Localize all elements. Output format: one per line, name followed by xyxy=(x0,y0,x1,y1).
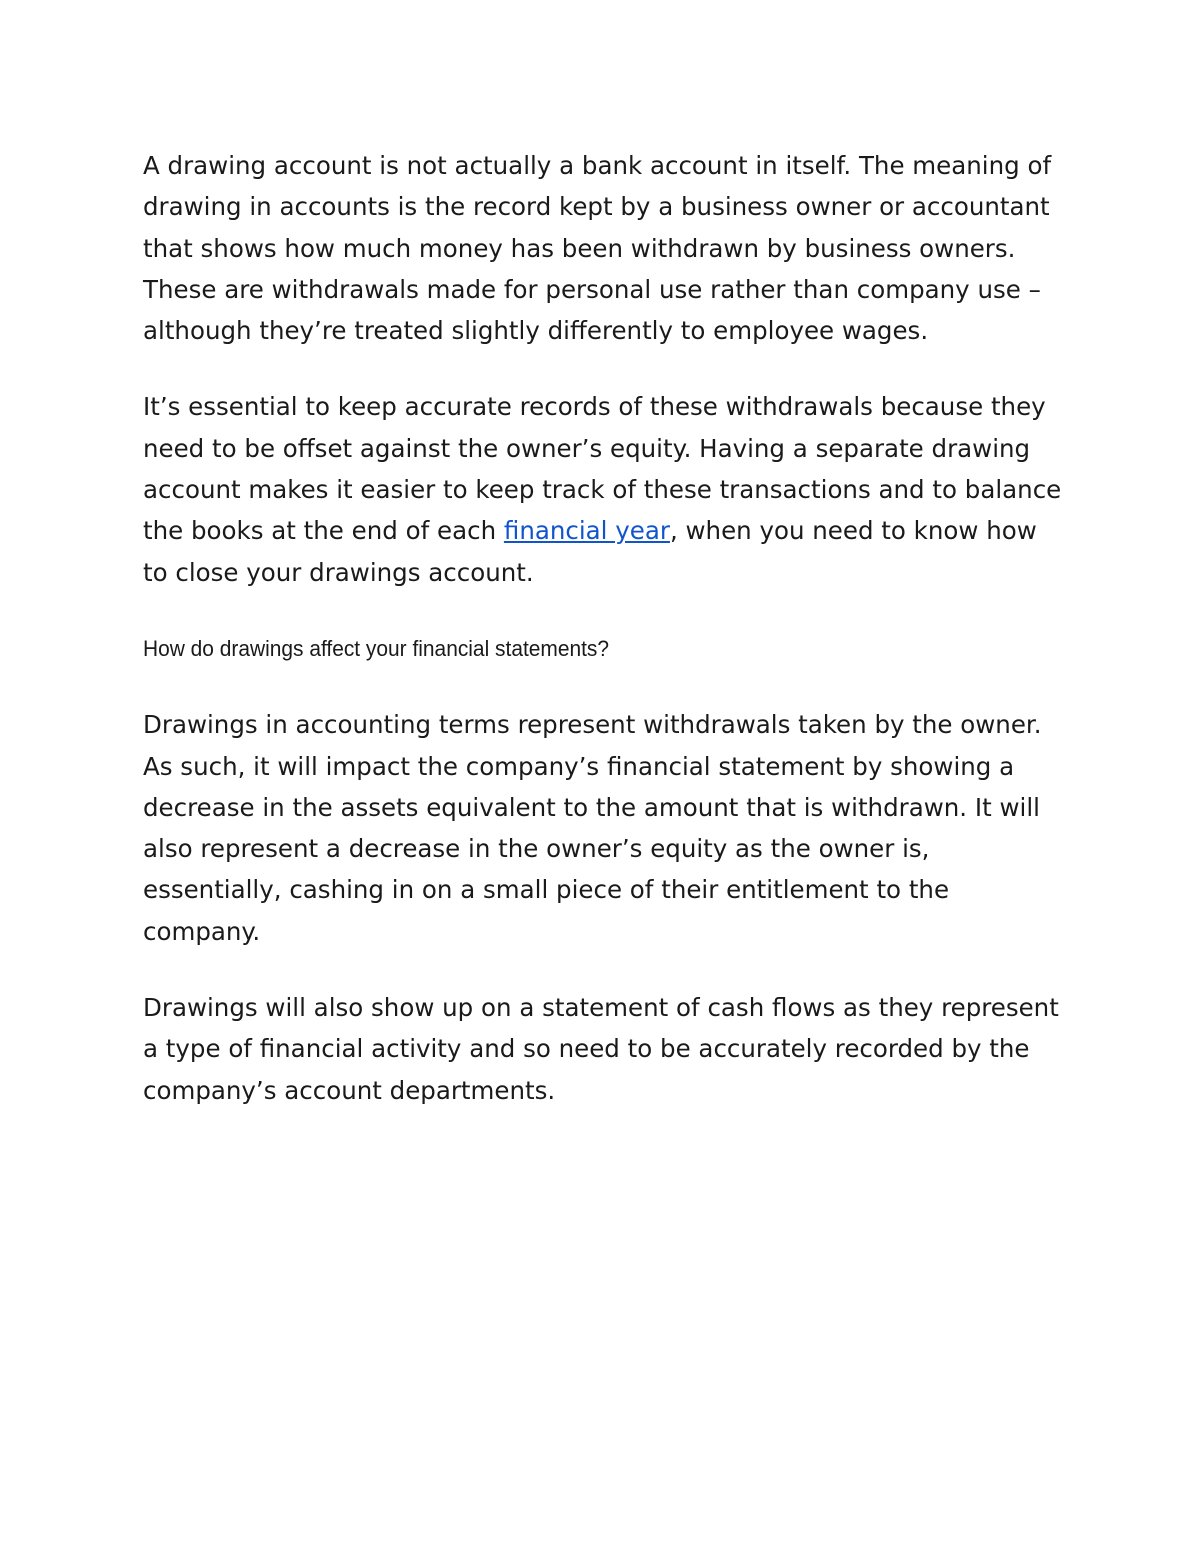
paragraph-gap xyxy=(143,351,1068,386)
paragraph-record-keeping xyxy=(143,386,1068,592)
paragraph-gap xyxy=(143,593,1068,628)
paragraph-cash-flows: Drawings will also show up on a statement of cash flows as they represent a type of financial activity and so need to be accurately recorded by the company’s account departments. xyxy=(143,993,1059,1105)
paragraph-text: , when you need to know how to close your drawings account. xyxy=(143,516,1037,587)
document-body xyxy=(143,145,1068,1111)
financial-year-link[interactable]: financial year xyxy=(503,516,670,546)
paragraph-drawing-account-definition: A drawing account is not actually a bank account in itself. The meaning of drawing in accounts is the record kept by a business owner or accountant that shows how much money has been withdrawn by business owners. These are withdrawals made for personal use rather than company use – although they’re treated slightly differently to employee wages. xyxy=(143,151,1052,346)
paragraph-financial-statements: Drawings in accounting terms represent withdrawals taken by the owner. As such, it will impact the company’s financial statement by showing a decrease in the assets equivalent to the amount that is withdrawn. It will also represent a decrease in the owner’s equity as the owner is, essentially, cashing in on a small piece of their entitlement to the company. xyxy=(143,710,1042,946)
paragraph-text: It’s essential to keep accurate records of these withdrawals because they need to be offset against the owner’s equity. Having a separate drawing account makes it easier to keep track of these transactions and to balance the books at the end of each xyxy=(143,392,1062,546)
paragraph-gap xyxy=(143,669,1068,704)
section-heading: How do drawings affect your financial statements? xyxy=(143,635,610,661)
paragraph-gap xyxy=(143,952,1068,987)
